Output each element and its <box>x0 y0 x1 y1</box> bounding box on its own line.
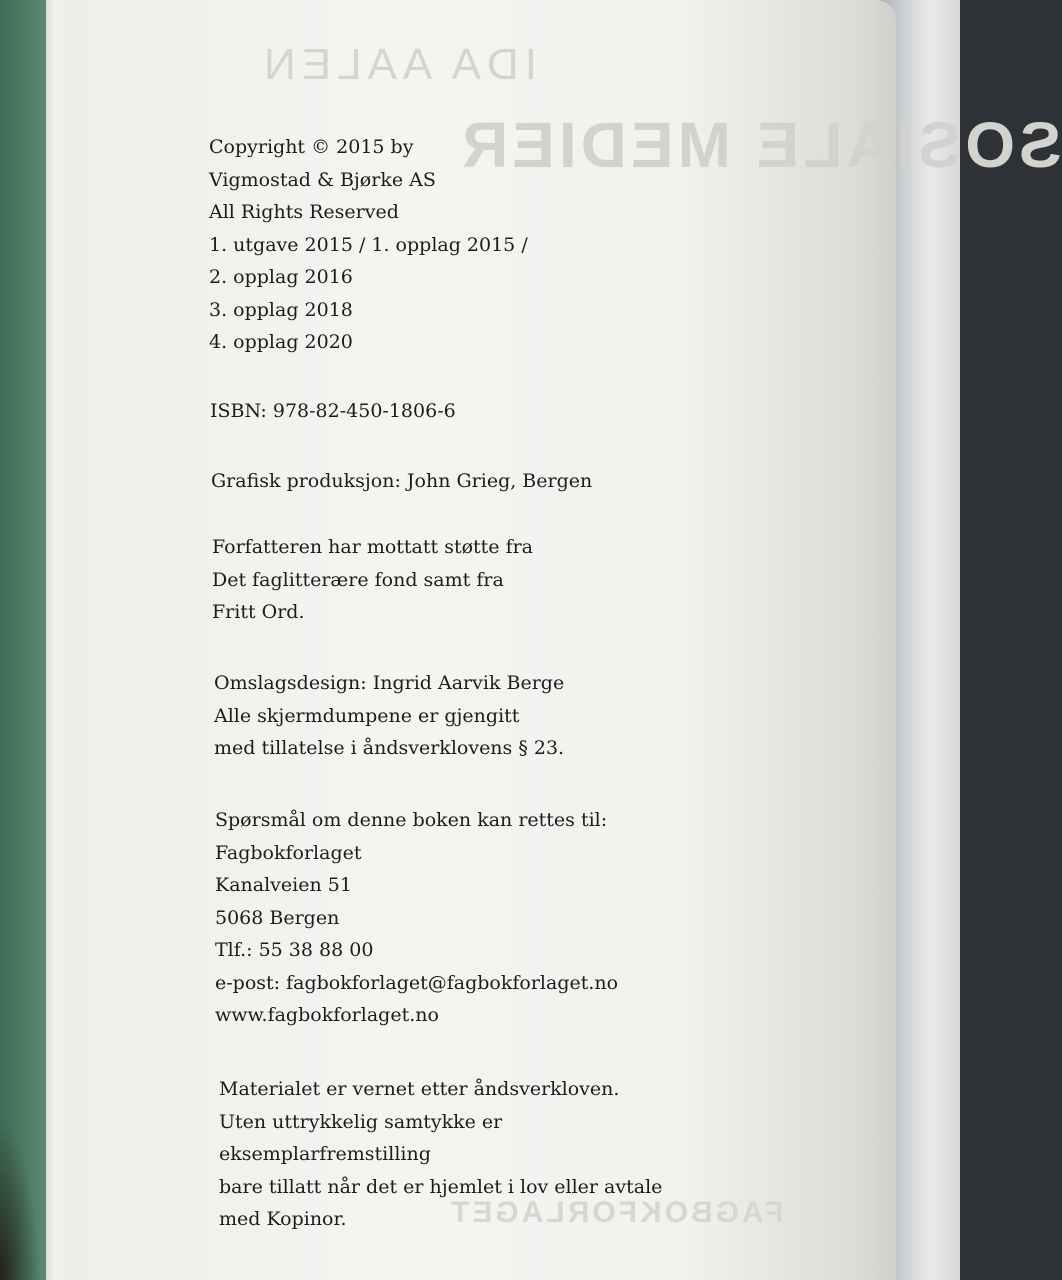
legal-line: Uten uttrykkelig samtykke er <box>219 1110 503 1133</box>
cover-design-line: Omslagsdesign: Ingrid Aarvik Berge <box>214 672 565 694</box>
legal-block <box>219 1073 662 1236</box>
support-block <box>212 531 533 629</box>
show-through-author: IDA AALEN <box>258 40 538 89</box>
isbn-block <box>210 395 456 428</box>
contact-city-line: 5068 Bergen <box>215 906 340 929</box>
isbn-line: ISBN: 978-82-450-1806-6 <box>210 400 456 422</box>
contact-email-line: e-post: fagbokforlaget@fagbokforlaget.no <box>215 971 619 994</box>
hand-shadow <box>0 1120 40 1280</box>
printing-line: 4. opplag 2020 <box>209 331 353 353</box>
screenshots-line: Alle skjermdumpene er gjengitt <box>214 704 520 727</box>
contact-name-line: Fagbokforlaget <box>215 841 362 864</box>
support-line: Det faglitterære fond samt fra <box>212 568 504 591</box>
contact-website-line: www.fagbokforlaget.no <box>215 1004 439 1026</box>
contact-phone-line: Tlf.: 55 38 88 00 <box>215 939 374 961</box>
legal-line: med Kopinor. <box>219 1208 347 1230</box>
edition-line: 1. utgave 2015 / 1. opplag 2015 / <box>209 233 528 256</box>
design-block <box>214 667 564 765</box>
contact-block <box>215 804 618 1032</box>
facing-page <box>900 0 960 1280</box>
legal-line: bare tillatt når det er hjemlet i lov eller avtale <box>219 1175 663 1198</box>
legal-line: eksemplarfremstilling <box>219 1143 431 1165</box>
show-through-publisher: FAGBOKFORLAGET <box>448 1196 784 1229</box>
screenshots-line: med tillatelse i åndsverklovens § 23. <box>214 737 565 759</box>
printing-line: 3. opplag 2018 <box>209 298 353 321</box>
show-through-title: SOSIALE MEDIER <box>458 109 1062 181</box>
copyright-block <box>209 131 528 359</box>
copyright-line: Copyright © 2015 by <box>209 136 414 158</box>
rights-line: All Rights Reserved <box>209 201 399 223</box>
contact-address-line: Kanalveien 51 <box>215 874 352 896</box>
publisher-line: Vigmostad & Bjørke AS <box>209 168 436 191</box>
printing-line: 2. opplag 2016 <box>209 266 353 288</box>
production-block <box>211 465 592 498</box>
legal-line: Materialet er vernet etter åndsverkloven. <box>219 1078 620 1100</box>
production-line: Grafisk produksjon: John Grieg, Bergen <box>211 470 593 492</box>
copyright-page <box>58 0 1062 1280</box>
support-line: Forfatteren har mottatt støtte fra <box>212 536 534 558</box>
contact-intro-line: Spørsmål om denne boken kan rettes til: <box>215 809 608 831</box>
support-line: Fritt Ord. <box>212 601 305 623</box>
